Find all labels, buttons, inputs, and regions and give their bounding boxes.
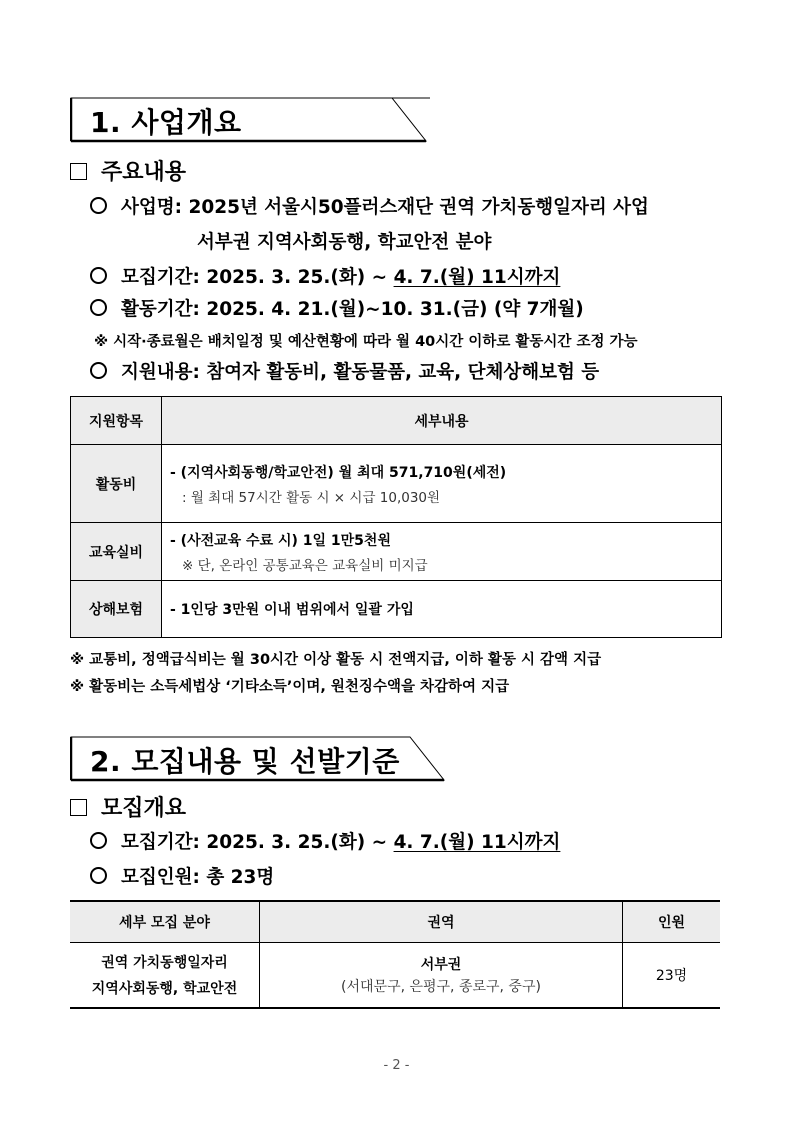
project-name-line2: 서부권 지역사회동행, 학교안전 분야 (197, 232, 492, 253)
square-bullet-icon (70, 799, 87, 816)
recruit-table (70, 900, 720, 1009)
project-name-line: 사업명: 2025년 서울시50플러스재단 권역 가치동행일자리 사업 (90, 193, 649, 219)
support-table (70, 396, 722, 638)
transport-note: ※ 교통비, 정액급식비는 월 30시간 이상 활동 시 전액지급, 이하 활동 시 감액 지급 (70, 652, 602, 668)
section2-title: 2. 모집내용 및 선발기준 (90, 745, 400, 778)
row-detail: - (사전교육 수료 시) 1일 1만5천원 ※ 단, 온라인 공통교육은 교육실비 미지급 (162, 523, 722, 581)
circle-bullet-icon (90, 867, 107, 884)
circle-bullet-icon (90, 299, 107, 316)
header-item: 지원항목 (71, 397, 162, 445)
header-count: 인원 (623, 901, 721, 943)
section2-title-box (70, 736, 450, 780)
header-field: 세부 모집 분야 (70, 901, 260, 943)
circle-bullet-icon (90, 362, 107, 379)
field-cell: 권역 가치동행일자리 지역사회동행, 학교안전 (70, 943, 260, 1009)
page-number: - 2 - (383, 1058, 410, 1073)
activity-period-line: 활동기간: 2025. 4. 21.(월)~10. 31.(금) (약 7개월) (90, 295, 584, 321)
circle-bullet-icon (90, 267, 107, 284)
support-table-header (71, 397, 722, 445)
table-row (71, 445, 722, 523)
header-region: 권역 (260, 901, 623, 943)
recruit-period-line: 모집기간: 2025. 3. 25.(화) ~ 4. 7.(월) 11시까지 (90, 263, 560, 289)
section1-title: 1. 사업개요 (90, 106, 242, 139)
region-cell: 서부권 (서대문구, 은평구, 종로구, 중구) (260, 943, 623, 1009)
count-cell: 23명 (623, 943, 721, 1009)
row-label: 상해보험 (71, 581, 162, 638)
square-bullet-icon (70, 163, 87, 180)
row-label: 교육실비 (71, 523, 162, 581)
recruit-period-line-2: 모집기간: 2025. 3. 25.(화) ~ 4. 7.(월) 11시까지 (90, 828, 560, 854)
circle-bullet-icon (90, 832, 107, 849)
support-line: 지원내용: 참여자 활동비, 활동물품, 교육, 단체상해보험 등 (90, 358, 599, 384)
headcount-line: 모집인원: 총 23명 (90, 863, 274, 889)
row-detail: - 1인당 3만원 이내 범위에서 일괄 가입 (162, 581, 722, 638)
circle-bullet-icon (90, 197, 107, 214)
section2-heading: 모집개요 (70, 791, 186, 822)
recruit-table-header (70, 901, 720, 943)
schedule-note: ※ 시작·종료월은 배치일정 및 예산현황에 따라 월 40시간 이하로 활동시간 조정 가능 (94, 334, 638, 350)
section1-title-box (70, 97, 430, 141)
row-detail: - (지역사회동행/학교안전) 월 최대 571,710원(세전) : 월 최대 57시간 활동 시 × 시급 10,030원 (162, 445, 722, 523)
table-row (70, 943, 720, 1009)
section1-heading: 주요내용 (70, 155, 186, 186)
table-row (71, 581, 722, 638)
table-row (71, 523, 722, 581)
row-label: 활동비 (71, 445, 162, 523)
header-detail: 세부내용 (162, 397, 722, 445)
income-note: ※ 활동비는 소득세법상 ‘기타소득’이며, 원천징수액을 차감하여 지급 (70, 679, 510, 695)
